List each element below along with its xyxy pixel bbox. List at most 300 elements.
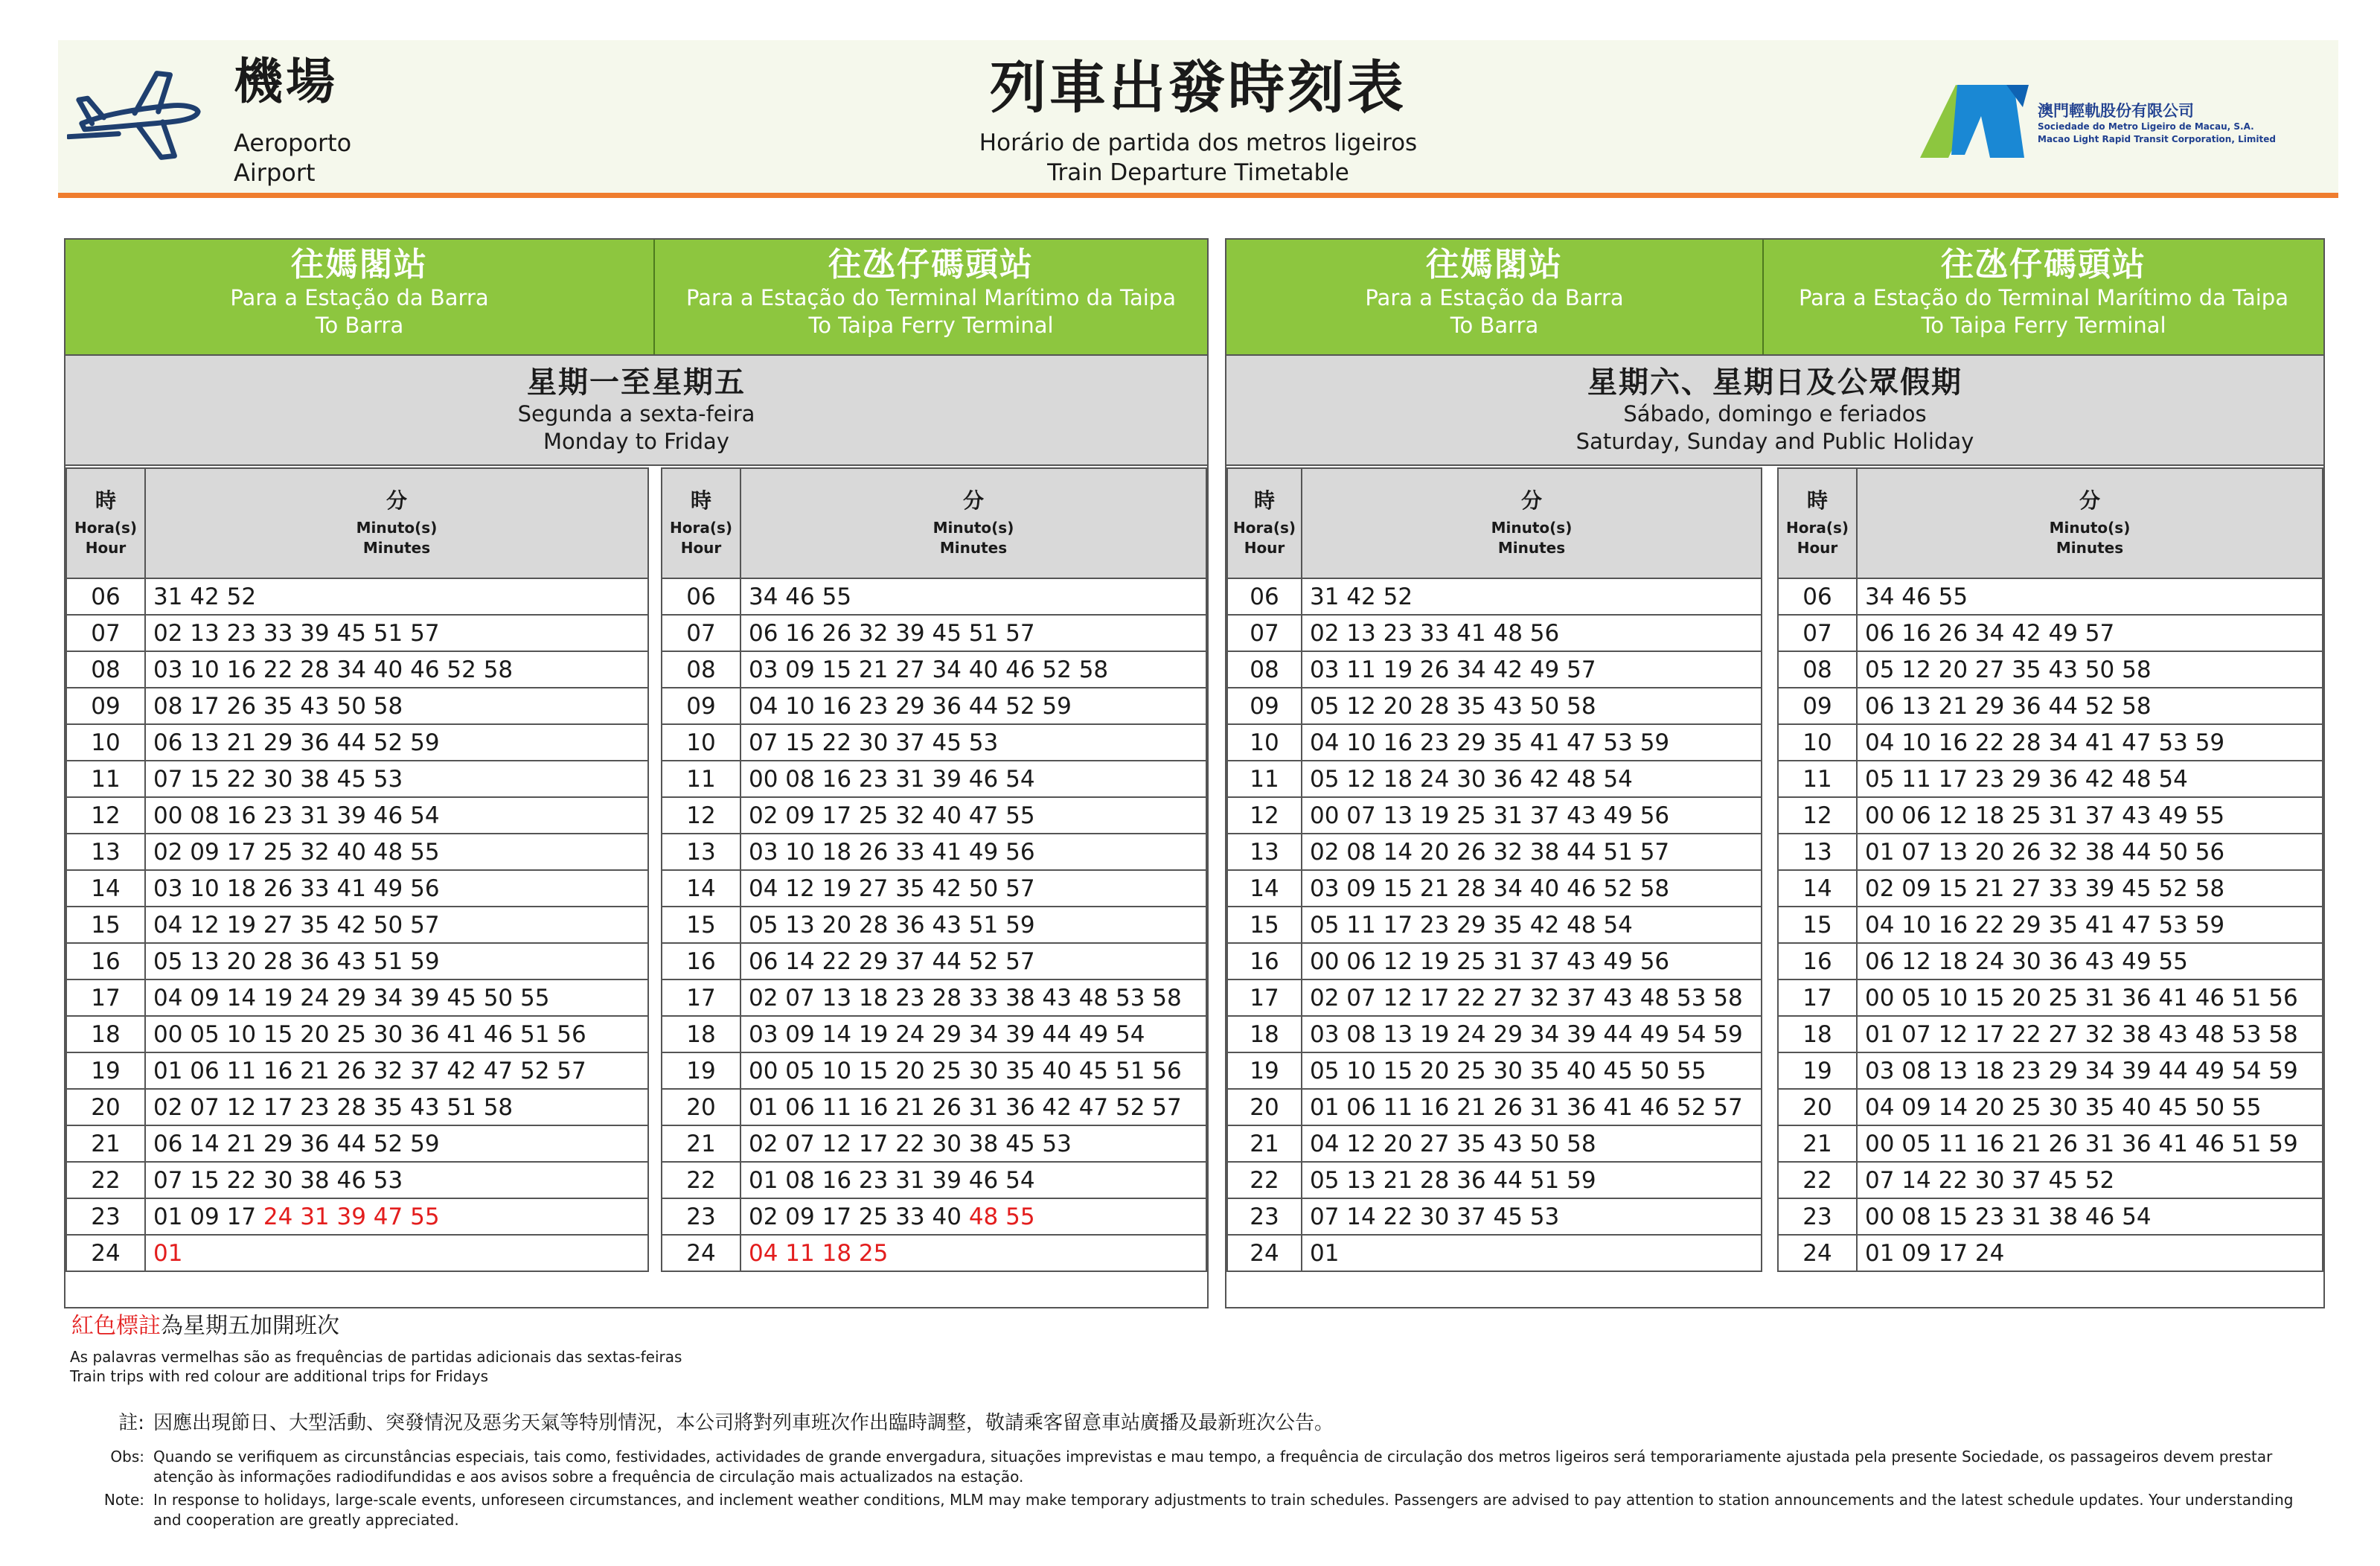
hour-cell: 24 (1778, 1235, 1857, 1271)
note-zh-label: 註: (118, 1412, 144, 1434)
page-title: 列車出發時刻表 (990, 54, 1407, 121)
weekend-label-en: Saturday, Sunday and Public Holiday (1576, 429, 1974, 454)
weekend-label-zh: 星期六、星期日及公眾假期 (1587, 365, 1962, 400)
weekend-tables (1226, 466, 2323, 1272)
direction-taipa-pt: Para a Estação do Terminal Marítimo da Taipa (686, 285, 1176, 310)
timetable-row (66, 578, 648, 615)
regular-minutes: 01 06 11 16 21 26 31 36 42 47 52 57 (749, 1093, 1182, 1121)
hour-cell: 21 (66, 1125, 145, 1162)
minutes-column-header-en: Minutes (1497, 539, 1566, 557)
page-subtitle-pt: Horário de partida dos metros ligeiros (979, 130, 1418, 156)
hour-cell: 08 (66, 651, 145, 688)
timetable-header-row (66, 468, 648, 578)
timetable-row (66, 1198, 648, 1235)
timetable-weekend-barra (1226, 467, 1762, 1272)
timetable-row (662, 761, 1206, 797)
minutes-cell (1857, 1052, 2323, 1089)
minutes-cell (1302, 651, 1762, 688)
minutes-cell (1302, 1089, 1762, 1125)
minutes-column-header-en: Minutes (939, 539, 1008, 557)
hour-cell: 10 (66, 724, 145, 761)
timetable-row (1778, 761, 2323, 797)
hour-cell: 23 (1227, 1198, 1302, 1235)
regular-minutes: 00 05 11 16 21 26 31 36 41 46 51 59 (1865, 1130, 2298, 1157)
timetable-row (1778, 1235, 2323, 1271)
regular-minutes: 04 09 14 20 25 30 35 40 45 50 55 (1865, 1093, 2262, 1121)
timetable-weekend-taipa (1777, 467, 2323, 1272)
hour-cell: 22 (1778, 1162, 1857, 1198)
hour-cell: 20 (1778, 1089, 1857, 1125)
timetable-row (1227, 651, 1762, 688)
timetable-row (1227, 578, 1762, 615)
minutes-cell (1302, 943, 1762, 979)
minutes-cell (1857, 943, 2323, 979)
station-name-zh: 機場 (234, 53, 338, 110)
timetable-row (1227, 943, 1762, 979)
minutes-cell (1302, 1162, 1762, 1198)
timetable-row (1778, 651, 2323, 688)
regular-minutes: 04 12 19 27 35 42 50 57 (749, 875, 1035, 902)
timetable-row (1227, 1016, 1762, 1052)
weekend-panel (1225, 238, 2325, 1308)
timetable-row (1778, 1089, 2323, 1125)
timetable-row (1227, 1162, 1762, 1198)
hour-cell: 06 (1778, 578, 1857, 615)
minutes-cell (1857, 1162, 2323, 1198)
hour-cell: 11 (1227, 761, 1302, 797)
hour-column-header-en: Hour (1244, 539, 1285, 557)
minutes-cell (145, 578, 648, 615)
friday-extra-minutes: 48 55 (968, 1203, 1035, 1230)
hour-cell: 15 (66, 907, 145, 943)
regular-minutes: 05 12 20 28 35 43 50 58 (1310, 692, 1596, 720)
timetable-row (1227, 979, 1762, 1016)
hour-cell: 18 (662, 1016, 740, 1052)
hour-column-header (1227, 468, 1302, 578)
regular-minutes: 01 06 11 16 21 26 32 37 42 47 52 57 (153, 1057, 586, 1084)
hour-cell: 16 (66, 943, 145, 979)
direction-barra-en: To Barra (1450, 313, 1539, 338)
hour-cell: 07 (66, 615, 145, 651)
hour-cell: 13 (66, 834, 145, 870)
hour-cell: 07 (1778, 615, 1857, 651)
timetable-row (662, 615, 1206, 651)
minutes-cell (740, 1016, 1206, 1052)
hour-cell: 18 (1778, 1016, 1857, 1052)
timetable-row (662, 943, 1206, 979)
hour-cell: 22 (66, 1162, 145, 1198)
timetable-row (1778, 724, 2323, 761)
timetable-header-row (1227, 468, 1762, 578)
regular-minutes: 00 05 10 15 20 25 30 36 41 46 51 56 (153, 1020, 586, 1048)
page-subtitle-en: Train Departure Timetable (1047, 159, 1349, 186)
hour-cell: 20 (66, 1089, 145, 1125)
hour-cell: 19 (662, 1052, 740, 1089)
timetable-row (662, 1198, 1206, 1235)
friday-extra-minutes: 01 (153, 1239, 183, 1267)
timetable-row (1227, 834, 1762, 870)
minutes-cell (740, 761, 1206, 797)
regular-minutes: 00 06 12 18 25 31 37 43 49 55 (1865, 802, 2225, 829)
hour-cell: 20 (1227, 1089, 1302, 1125)
regular-minutes: 34 46 55 (749, 583, 852, 610)
weekend-label-pt: Sábado, domingo e feriados (1623, 401, 1927, 426)
regular-minutes: 01 09 17 (153, 1203, 257, 1230)
minutes-cell (145, 761, 648, 797)
timetable-row (1227, 724, 1762, 761)
hour-cell: 21 (1778, 1125, 1857, 1162)
direction-barra-zh: 往媽閣站 (291, 246, 428, 284)
minutes-column-header (740, 468, 1206, 578)
minutes-cell (145, 724, 648, 761)
minutes-cell (740, 578, 1206, 615)
timetable-row (1778, 615, 2323, 651)
timetable-row (1227, 1089, 1762, 1125)
minutes-cell (145, 1198, 648, 1235)
minutes-cell (145, 651, 648, 688)
regular-minutes: 03 09 15 21 28 34 40 46 52 58 (1310, 875, 1670, 902)
hour-cell: 12 (1778, 797, 1857, 834)
timetable-row (1778, 1016, 2323, 1052)
note-zh-text: 因應出現節日、大型活動、突發情況及惡劣天氣等特別情況，本公司將對列車班次作出臨時調整，敬請乘客留意車站廣播及最新班次公告。 (153, 1412, 1334, 1434)
regular-minutes: 31 42 52 (1310, 583, 1413, 610)
minutes-column-header-zh: 分 (962, 488, 984, 513)
regular-minutes: 07 15 22 30 37 45 53 (749, 729, 999, 756)
hour-cell: 17 (66, 979, 145, 1016)
minutes-cell (1857, 797, 2323, 834)
minutes-cell (145, 688, 648, 724)
hour-cell: 16 (1778, 943, 1857, 979)
direction-barra (1226, 240, 1762, 354)
hour-cell: 07 (662, 615, 740, 651)
direction-taipa-zh: 往氹仔碼頭站 (1941, 246, 2146, 284)
timetable-row (66, 1125, 648, 1162)
hour-cell: 14 (1227, 870, 1302, 907)
hour-cell: 17 (1778, 979, 1857, 1016)
regular-minutes: 02 07 12 17 23 28 35 43 51 58 (153, 1093, 514, 1121)
minutes-column-header-pt: Minuto(s) (1491, 519, 1573, 537)
regular-minutes: 05 13 20 28 36 43 51 59 (749, 911, 1035, 939)
timetable-row (1227, 1198, 1762, 1235)
timetable-row (1778, 1198, 2323, 1235)
hour-column-header-pt: Hora(s) (669, 519, 733, 537)
hour-column-header-zh: 時 (690, 488, 711, 513)
timetable-row (1227, 688, 1762, 724)
timetable-row (66, 797, 648, 834)
friday-extra-minutes: 24 31 39 47 55 (263, 1203, 440, 1230)
minutes-column-header-zh: 分 (1520, 488, 1542, 513)
timetable-row (662, 651, 1206, 688)
hour-cell: 24 (1227, 1235, 1302, 1271)
minutes-cell (1302, 979, 1762, 1016)
hour-cell: 06 (66, 578, 145, 615)
regular-minutes: 06 12 18 24 30 36 43 49 55 (1865, 947, 2188, 975)
timetable-row (66, 979, 648, 1016)
regular-minutes: 34 46 55 (1865, 583, 1968, 610)
hour-cell: 22 (1227, 1162, 1302, 1198)
hour-cell: 12 (66, 797, 145, 834)
timetable-row (66, 724, 648, 761)
minutes-column-header-en: Minutes (362, 539, 431, 557)
minutes-cell (740, 907, 1206, 943)
timetable-row (1227, 1052, 1762, 1089)
regular-minutes: 03 08 13 19 24 29 34 39 44 49 54 59 (1310, 1020, 1743, 1048)
hour-cell: 21 (662, 1125, 740, 1162)
minutes-cell (740, 870, 1206, 907)
regular-minutes: 03 08 13 18 23 29 34 39 44 49 54 59 (1865, 1057, 2298, 1084)
timetable-row (1778, 979, 2323, 1016)
minutes-cell (145, 1089, 648, 1125)
regular-minutes: 05 13 20 28 36 43 51 59 (153, 947, 440, 975)
hour-cell: 06 (662, 578, 740, 615)
hour-cell: 19 (66, 1052, 145, 1089)
direction-taipa-pt: Para a Estação do Terminal Marítimo da Taipa (1799, 285, 2288, 310)
friday-extra-minutes: 04 11 18 25 (749, 1239, 889, 1267)
hour-cell: 11 (662, 761, 740, 797)
direction-barra (65, 240, 653, 354)
minutes-cell (1857, 651, 2323, 688)
regular-minutes: 01 07 13 20 26 32 38 44 50 56 (1865, 838, 2225, 866)
minutes-column-header (145, 468, 648, 578)
timetable-row (662, 1016, 1206, 1052)
hour-cell: 12 (1227, 797, 1302, 834)
hour-column-header-pt: Hora(s) (1232, 519, 1296, 537)
timetable-row (1227, 1235, 1762, 1271)
regular-minutes: 05 12 20 27 35 43 50 58 (1865, 656, 2152, 683)
minutes-column-header-en: Minutes (2056, 539, 2124, 557)
timetable-row (66, 907, 648, 943)
hour-column-header-en: Hour (85, 539, 127, 557)
regular-minutes: 05 11 17 23 29 35 42 48 54 (1310, 911, 1633, 939)
timetable-row (1778, 870, 2323, 907)
timetable-row (662, 1089, 1206, 1125)
minutes-cell (1302, 1235, 1762, 1271)
direction-barra-pt: Para a Estação da Barra (1365, 285, 1624, 310)
hour-cell: 09 (662, 688, 740, 724)
regular-minutes: 05 13 21 28 36 44 51 59 (1310, 1166, 1596, 1194)
regular-minutes: 02 09 17 25 33 40 (749, 1203, 962, 1230)
hour-cell: 17 (662, 979, 740, 1016)
regular-minutes: 31 42 52 (153, 583, 257, 610)
regular-minutes: 07 14 22 30 37 45 53 (1310, 1203, 1560, 1230)
regular-minutes: 03 09 14 19 24 29 34 39 44 49 54 (749, 1020, 1145, 1048)
direction-taipa (653, 240, 1207, 354)
minutes-cell (1857, 688, 2323, 724)
hour-cell: 09 (66, 688, 145, 724)
minutes-cell (1302, 761, 1762, 797)
minutes-cell (740, 1089, 1206, 1125)
hour-column-header-zh: 時 (1253, 488, 1275, 513)
direction-headers (65, 240, 1207, 354)
regular-minutes: 01 09 17 24 (1865, 1239, 2005, 1267)
timetable-row (66, 1162, 648, 1198)
regular-minutes: 02 09 15 21 27 33 39 45 52 58 (1865, 875, 2225, 902)
timetable-row (662, 979, 1206, 1016)
minutes-cell (740, 1162, 1206, 1198)
regular-minutes: 00 08 15 23 31 38 46 54 (1865, 1203, 2152, 1230)
hour-cell: 15 (1778, 907, 1857, 943)
minutes-cell (1302, 870, 1762, 907)
minutes-cell (1302, 1125, 1762, 1162)
direction-barra-pt: Para a Estação da Barra (230, 285, 489, 310)
minutes-cell (740, 1052, 1206, 1089)
hour-cell: 10 (1227, 724, 1302, 761)
minutes-column-header-pt: Minuto(s) (933, 519, 1014, 537)
notes-section (95, 1410, 2320, 1533)
minutes-cell (1857, 761, 2323, 797)
hour-cell: 19 (1227, 1052, 1302, 1089)
hour-cell: 18 (66, 1016, 145, 1052)
timetable-row (66, 943, 648, 979)
timetable-row (662, 797, 1206, 834)
timetable-header-row (1778, 468, 2323, 578)
regular-minutes: 00 05 10 15 20 25 30 35 40 45 51 56 (749, 1057, 1182, 1084)
regular-minutes: 06 13 21 29 36 44 52 59 (153, 729, 440, 756)
minutes-cell (1857, 578, 2323, 615)
timetable-row (1778, 578, 2323, 615)
regular-minutes: 06 16 26 34 42 49 57 (1865, 619, 2115, 647)
hour-cell: 08 (1227, 651, 1302, 688)
hour-cell: 14 (1778, 870, 1857, 907)
weekend-label (1226, 354, 2323, 466)
regular-minutes: 03 09 15 21 27 34 40 46 52 58 (749, 656, 1109, 683)
friday-legend-pt: As palavras vermelhas são as frequências de partidas adicionais das sextas-feiras (70, 1348, 682, 1366)
friday-legend-red-label: 紅色標註 (71, 1313, 161, 1339)
hour-cell: 09 (1778, 688, 1857, 724)
station-name-en: Airport (234, 159, 316, 187)
hour-cell: 24 (66, 1235, 145, 1271)
hour-column-header (66, 468, 145, 578)
timetable-row (66, 1235, 648, 1271)
timetable-row (66, 870, 648, 907)
regular-minutes: 04 12 20 27 35 43 50 58 (1310, 1130, 1596, 1157)
regular-minutes: 03 10 18 26 33 41 49 56 (749, 838, 1035, 866)
minutes-cell (740, 943, 1206, 979)
weekday-panel (64, 238, 1209, 1308)
regular-minutes: 07 14 22 30 37 45 52 (1865, 1166, 2115, 1194)
regular-minutes: 00 07 13 19 25 31 37 43 49 56 (1310, 802, 1670, 829)
minutes-cell (145, 870, 648, 907)
direction-headers (1226, 240, 2323, 354)
regular-minutes: 01 08 16 23 31 39 46 54 (749, 1166, 1035, 1194)
timetable-row (1227, 761, 1762, 797)
hour-cell: 08 (662, 651, 740, 688)
note-en (95, 1490, 2320, 1530)
hour-cell: 10 (1778, 724, 1857, 761)
hour-column-header-pt: Hora(s) (74, 519, 138, 537)
company-name-zh: 澳門輕軌股份有限公司 (2038, 102, 2194, 120)
timetable-weekday-barra (65, 467, 649, 1272)
hour-cell: 13 (1778, 834, 1857, 870)
hour-cell: 12 (662, 797, 740, 834)
minutes-cell (740, 979, 1206, 1016)
regular-minutes: 02 09 17 25 32 40 47 55 (749, 802, 1035, 829)
weekday-label (65, 354, 1207, 466)
minutes-cell (145, 943, 648, 979)
timetable-row (66, 1089, 648, 1125)
minutes-cell (1857, 1125, 2323, 1162)
timetable-row (662, 870, 1206, 907)
hour-cell: 22 (662, 1162, 740, 1198)
hour-cell: 16 (1227, 943, 1302, 979)
note-pt (95, 1447, 2320, 1487)
timetable-row (1778, 797, 2323, 834)
hour-cell: 23 (662, 1198, 740, 1235)
hour-cell: 15 (1227, 907, 1302, 943)
minutes-cell (1302, 1198, 1762, 1235)
station-name-pt: Aeroporto (234, 129, 352, 157)
regular-minutes: 07 15 22 30 38 46 53 (153, 1166, 403, 1194)
regular-minutes: 00 08 16 23 31 39 46 54 (153, 802, 440, 829)
regular-minutes: 04 10 16 22 29 35 41 47 53 59 (1865, 911, 2225, 939)
timetable-row (662, 688, 1206, 724)
regular-minutes: 06 14 21 29 36 44 52 59 (153, 1130, 440, 1157)
minutes-cell (740, 724, 1206, 761)
minutes-cell (1857, 1089, 2323, 1125)
minutes-cell (1857, 1016, 2323, 1052)
note-zh (95, 1410, 2320, 1436)
minutes-cell (145, 1016, 648, 1052)
minutes-cell (1302, 724, 1762, 761)
weekday-tables (65, 466, 1207, 1272)
company-name (2038, 101, 2335, 146)
hour-cell: 14 (662, 870, 740, 907)
minutes-cell (1302, 907, 1762, 943)
hour-cell: 23 (1778, 1198, 1857, 1235)
minutes-column-header (1302, 468, 1762, 578)
timetable-row (662, 1125, 1206, 1162)
hour-column-header (1778, 468, 1857, 578)
minutes-cell (1857, 907, 2323, 943)
regular-minutes: 07 15 22 30 38 45 53 (153, 765, 403, 793)
page-header (58, 40, 2338, 198)
timetable-row (662, 1052, 1206, 1089)
timetable-row (662, 1162, 1206, 1198)
direction-taipa-en: To Taipa Ferry Terminal (1921, 313, 2166, 338)
timetable-row (1778, 1125, 2323, 1162)
minutes-cell (1857, 979, 2323, 1016)
minutes-cell (740, 688, 1206, 724)
timetable-row (1778, 1162, 2323, 1198)
hour-cell: 13 (1227, 834, 1302, 870)
hour-cell: 08 (1778, 651, 1857, 688)
minutes-cell (740, 1198, 1206, 1235)
timetable-header-row (662, 468, 1206, 578)
friday-legend-en: Train trips with red colour are additional trips for Fridays (70, 1367, 489, 1385)
timetable-row (66, 688, 648, 724)
company-name-pt: Sociedade do Metro Ligeiro de Macau, S.A. (2038, 121, 2254, 132)
regular-minutes: 00 05 10 15 20 25 31 36 41 46 51 56 (1865, 984, 2298, 1011)
minutes-cell (145, 1162, 648, 1198)
regular-minutes: 06 16 26 32 39 45 51 57 (749, 619, 1035, 647)
friday-legend-text: 為星期五加開班次 (161, 1313, 339, 1339)
minutes-cell (1302, 688, 1762, 724)
timetable-row (662, 578, 1206, 615)
regular-minutes: 01 07 12 17 22 27 32 38 43 48 53 58 (1865, 1020, 2298, 1048)
minutes-cell (145, 1052, 648, 1089)
timetable-row (66, 761, 648, 797)
timetable-row (66, 1052, 648, 1089)
regular-minutes: 03 11 19 26 34 42 49 57 (1310, 656, 1596, 683)
timetable-weekday-taipa (661, 467, 1207, 1272)
minutes-cell (145, 907, 648, 943)
regular-minutes: 08 17 26 35 43 50 58 (153, 692, 403, 720)
timetable-row (1778, 943, 2323, 979)
timetable-row (66, 651, 648, 688)
minutes-column-header-pt: Minuto(s) (356, 519, 438, 537)
hour-cell: 16 (662, 943, 740, 979)
minutes-cell (740, 1125, 1206, 1162)
